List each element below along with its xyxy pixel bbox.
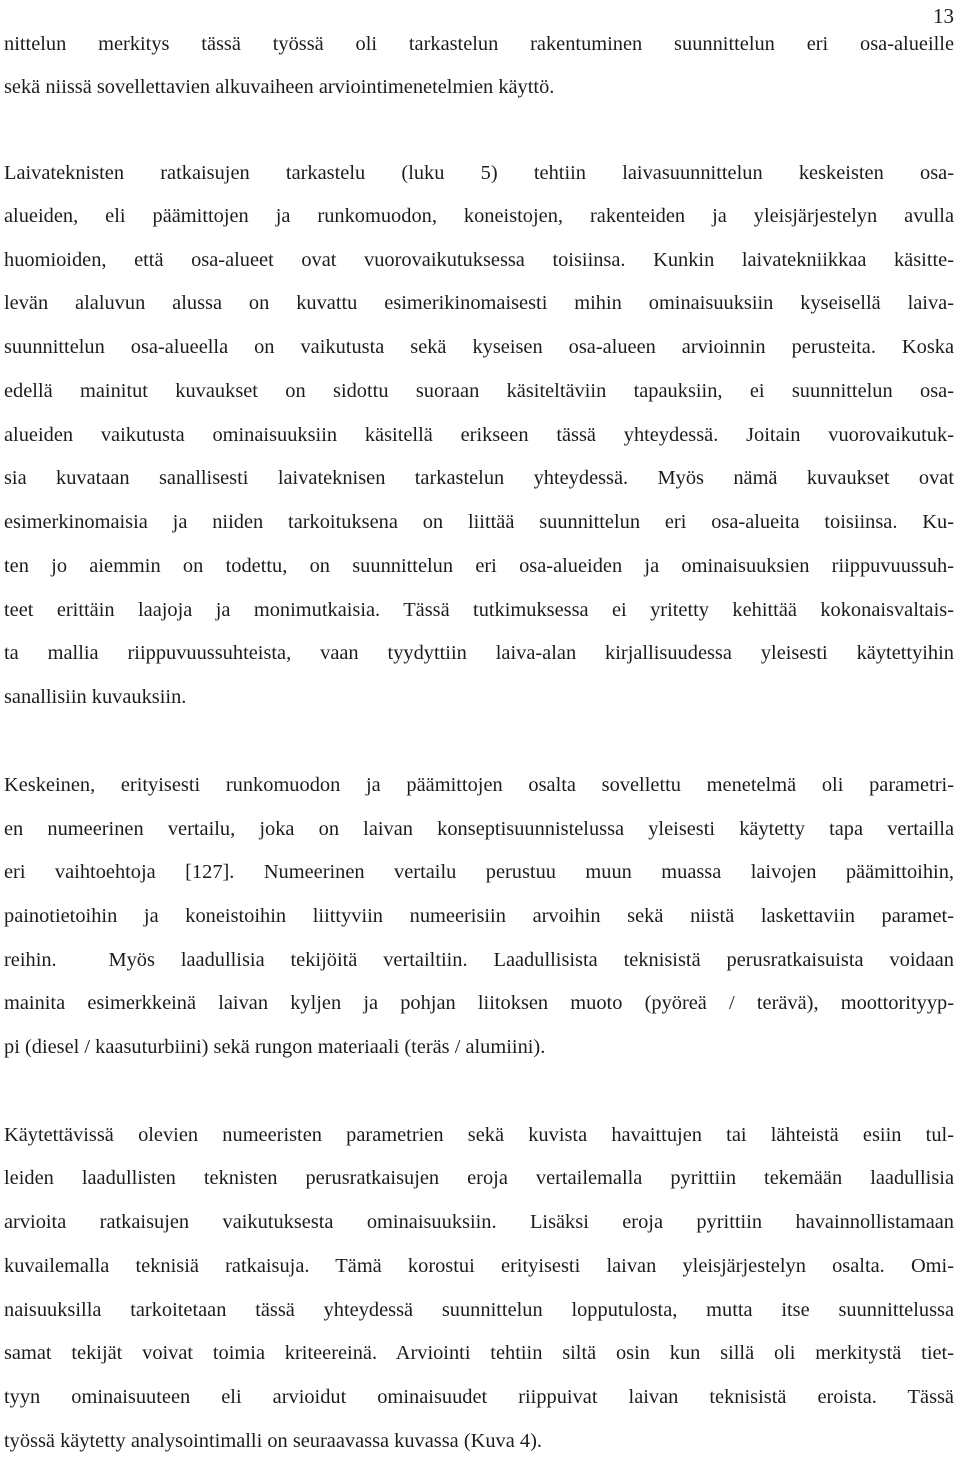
text-line: pi (diesel / kaasuturbiini) sekä rungon materiaali (teräs / alumiini). xyxy=(4,1036,546,1058)
text-line: Keskeinen, erityisesti runkomuodon ja päämittojen osalta sovellettu menetelmä oli parametri- xyxy=(4,774,954,796)
page-number: 13 xyxy=(933,4,954,28)
text-line: kuvailemalla teknisiä ratkaisuja. Tämä korostui erityisesti laivan yleisjärjestelyn osalta. Omi- xyxy=(4,1255,954,1277)
text-line: en numeerinen vertailu, joka on laivan konseptisuunnistelussa yleisesti käytetty tapa vertailla xyxy=(4,818,954,840)
text-line: reihin. Myös laadullisia tekijöitä vertailtiin. Laadullisista teknisistä perusratkaisuista voidaan xyxy=(4,949,954,971)
text-line: samat tekijät voivat toimia kriteereinä. Arviointi tehtiin siltä osin kun sillä oli merkitystä tiet- xyxy=(4,1342,954,1364)
text-line: teet erittäin laajoja ja monimutkaisia. Tässä tutkimuksessa ei yritetty kehittää kokonaisvaltais- xyxy=(4,599,954,621)
text-line: painotietoihin ja koneistoihin liittyviin numeerisiin arvoihin sekä niistä laskettaviin paramet- xyxy=(4,905,954,927)
text-line: Laivateknisten ratkaisujen tarkastelu (luku 5) tehtiin laivasuunnittelun keskeisten osa- xyxy=(4,162,954,184)
text-line: naisuuksilla tarkoitetaan tässä yhteydessä suunnittelun lopputulosta, mutta itse suunnittelussa xyxy=(4,1299,954,1321)
text-line: esimerkinomaisia ja niiden tarkoituksena on liittää suunnittelun eri osa-alueita toisiinsa. Ku- xyxy=(4,511,954,533)
text-line: mainita esimerkkeinä laivan kyljen ja pohjan liitoksen muoto (pyöreä / terävä), moottorityyp- xyxy=(4,992,954,1014)
text-line: nittelun merkitys tässä työssä oli tarkastelun rakentuminen suunnittelun eri osa-alueille xyxy=(4,33,954,55)
text-line: suunnittelun osa-alueella on vaikutusta sekä kyseisen osa-alueen arvioinnin perusteita. Koska xyxy=(4,336,954,358)
text-line: ten jo aiemmin on todettu, on suunnittelun eri osa-alueiden ja ominaisuuksien riippuvuussuh- xyxy=(4,555,954,577)
text-line: huomioiden, että osa-alueet ovat vuorovaikutuksessa toisiinsa. Kunkin laivatekniikkaa käsitte- xyxy=(4,249,954,271)
text-line: arvioita ratkaisujen vaikutuksesta ominaisuuksiin. Lisäksi eroja pyrittiin havainnollistamaan xyxy=(4,1211,954,1233)
text-line: työssä käytetty analysointimalli on seuraavassa kuvassa (Kuva 4). xyxy=(4,1430,542,1452)
text-line: alueiden, eli päämittojen ja runkomuodon, koneistojen, rakenteiden ja yleisjärjestelyn avulla xyxy=(4,205,954,227)
text-line: leiden laadullisten teknisten perusratkaisujen eroja vertailemalla pyrittiin tekemään laadullisia xyxy=(4,1167,954,1189)
text-line: levän alaluvun alussa on kuvattu esimerikinomaisesti mihin ominaisuuksiin kyseisellä laiva- xyxy=(4,292,954,314)
text-line: Käytettävissä olevien numeeristen parametrien sekä kuvista havaittujen tai lähteistä esiin tul- xyxy=(4,1124,954,1146)
text-line: sanallisiin kuvauksiin. xyxy=(4,686,187,708)
text-line: tyyn ominaisuuteen eli arvioidut ominaisuudet riippuivat laivan teknisistä eroista. Tässä xyxy=(4,1386,954,1408)
text-line: sia kuvataan sanallisesti laivateknisen tarkastelun yhteydessä. Myös nämä kuvaukset ovat xyxy=(4,467,954,489)
text-line: sekä niissä sovellettavien alkuvaiheen arviointimenetelmien käyttö. xyxy=(4,76,555,98)
text-line: ta mallia riippuvuussuhteista, vaan tyydyttiin laiva-alan kirjallisuudessa yleisesti käytettyihin xyxy=(4,642,954,664)
text-line: alueiden vaikutusta ominaisuuksiin käsitellä erikseen tässä yhteydessä. Joitain vuorovaikutuk- xyxy=(4,424,954,446)
text-line: edellä mainitut kuvaukset on sidottu suoraan käsiteltäviin tapauksiin, ei suunnittelun osa- xyxy=(4,380,954,402)
text-line: eri vaihtoehtoja [127]. Numeerinen vertailu perustuu muun muassa laivojen päämittoihin, xyxy=(4,861,954,883)
